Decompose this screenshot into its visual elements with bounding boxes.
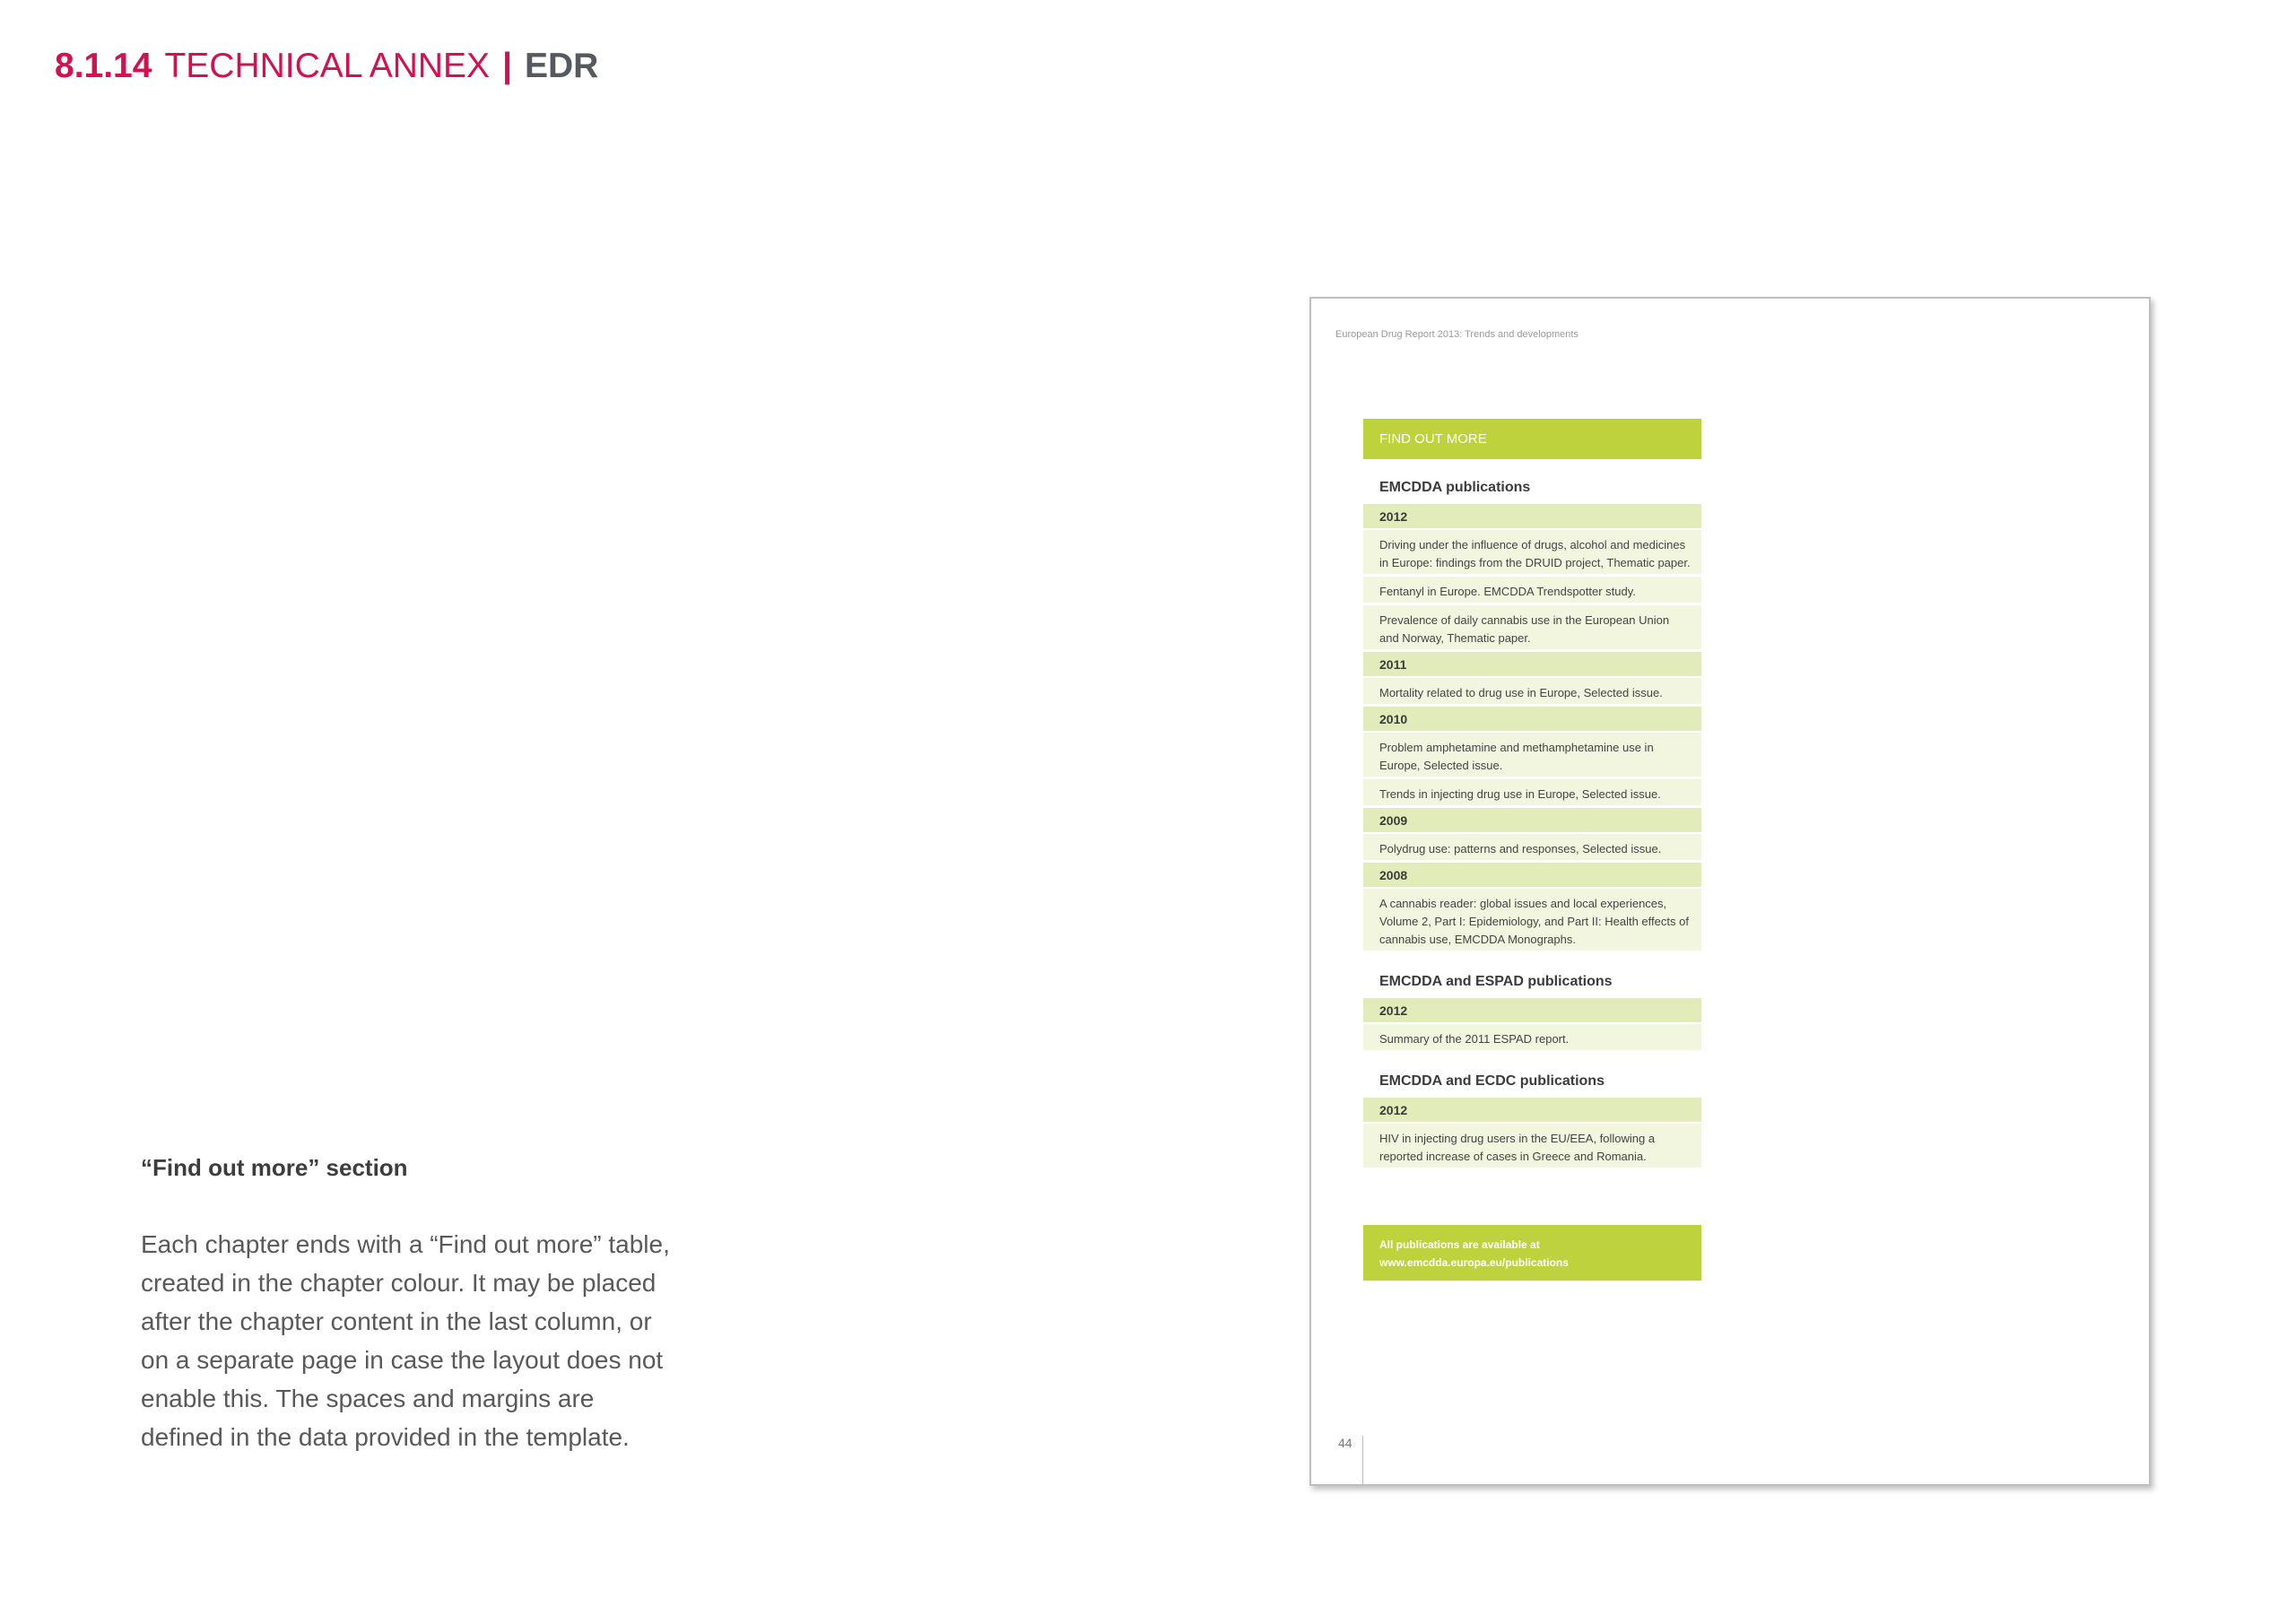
- year-row: 2011: [1363, 652, 1701, 676]
- publications-note: [1363, 1225, 1701, 1281]
- page-number: 44: [1338, 1436, 1352, 1450]
- publication-item: Driving under the influence of drugs, alcohol and medicines in Europe: findings from the DRUID project, Thematic paper.: [1363, 530, 1701, 574]
- publication-item: Polydrug use: patterns and responses, Selected issue.: [1363, 834, 1701, 860]
- section-number: 8.1.14: [55, 47, 152, 85]
- year-row: 2008: [1363, 863, 1701, 887]
- publication-item: HIV in injecting drug users in the EU/EEA, following a reported increase of cases in Greece and Romania.: [1363, 1124, 1701, 1168]
- page-number-rule: [1362, 1436, 1363, 1486]
- publication-item: Fentanyl in Europe. EMCDDA Trendspotter study.: [1363, 577, 1701, 603]
- publication-item: Prevalence of daily cannabis use in the European Union and Norway, Thematic paper.: [1363, 605, 1701, 649]
- year-row: 2009: [1363, 808, 1701, 832]
- publication-item: A cannabis reader: global issues and local experiences, Volume 2, Part I: Epidemiology, and Part II: Health effects of cannabis use, EMCDDA Monographs.: [1363, 889, 1701, 951]
- publication-item: Problem amphetamine and methamphetamine use in Europe, Selected issue.: [1363, 733, 1701, 777]
- find-out-more-table: [1363, 419, 1701, 1281]
- publication-item: Trends in injecting drug use in Europe, Selected issue.: [1363, 779, 1701, 805]
- publications-url: www.emcdda.europa.eu/publications: [1379, 1256, 1569, 1269]
- year-row: 2012: [1363, 504, 1701, 528]
- publication-item: Mortality related to drug use in Europe, Selected issue.: [1363, 678, 1701, 704]
- page-header: [55, 45, 598, 88]
- running-header: European Drug Report 2013: Trends and developments: [1335, 329, 1578, 340]
- section-title: TECHNICAL ANNEX: [164, 47, 491, 85]
- publication-groups: [1363, 459, 1701, 1168]
- sample-page: [1309, 297, 2151, 1486]
- header-separator: |: [502, 47, 512, 85]
- find-out-more-banner: FIND OUT MORE: [1363, 419, 1701, 459]
- description-heading: “Find out more” section: [141, 1154, 408, 1181]
- year-row: 2012: [1363, 1098, 1701, 1122]
- group-title: EMCDDA and ECDC publications: [1379, 1073, 1605, 1089]
- group-title: EMCDDA and ESPAD publications: [1379, 974, 1613, 989]
- publications-note-line: All publications are available at: [1379, 1238, 1540, 1251]
- year-row: 2012: [1363, 998, 1701, 1022]
- section-subtitle: EDR: [525, 47, 599, 85]
- publication-item: Summary of the 2011 ESPAD report.: [1363, 1024, 1701, 1050]
- year-row: 2010: [1363, 707, 1701, 731]
- group-title: EMCDDA publications: [1379, 480, 1531, 495]
- description-body: Each chapter ends with a “Find out more” table, created in the chapter colour. It may be placed after the chapter content in the last column, or on a separate page in case the layout does not enable this. The spaces and margins are defined in the data provided in the template.: [141, 1230, 670, 1451]
